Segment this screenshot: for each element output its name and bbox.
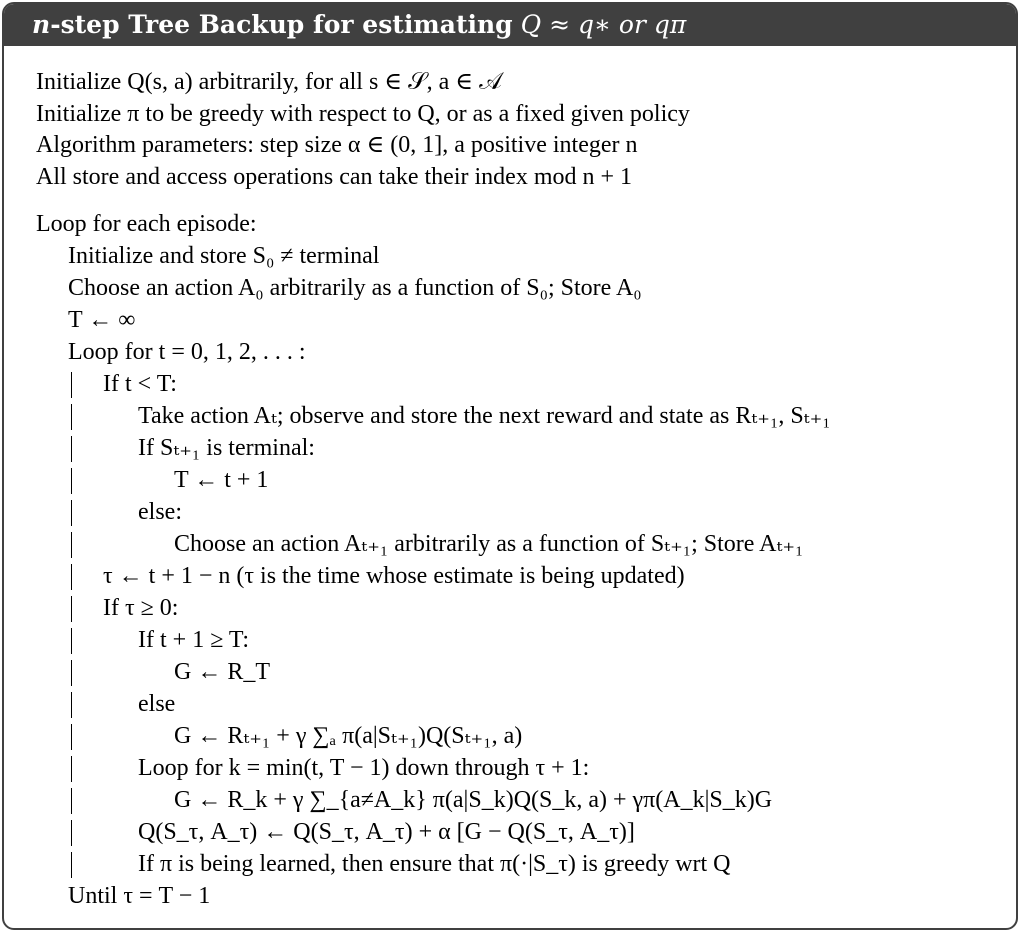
loop-line: else: bbox=[138, 499, 182, 525]
loop-line: Loop for t = 0, 1, 2, . . . : bbox=[68, 339, 306, 365]
loop-line: If τ ≥ 0: bbox=[103, 595, 179, 621]
loop-bar bbox=[71, 820, 72, 846]
loop-bar bbox=[71, 724, 72, 750]
loop-bar bbox=[71, 404, 72, 430]
loop-line: else bbox=[138, 691, 176, 717]
loop-bar bbox=[71, 852, 72, 878]
loop-bar bbox=[71, 372, 72, 398]
loop-line: G ← R_k + γ ∑_{a≠A_k} π(a|S_k)Q(S_k, a) + γπ(A_k|S_k)G bbox=[174, 787, 773, 813]
loop-line: Until τ = T − 1 bbox=[68, 883, 211, 909]
loop-line: τ ← t + 1 − n (τ is the time whose estimate is being updated) bbox=[103, 563, 685, 589]
init-line: All store and access operations can take their index mod n + 1 bbox=[36, 163, 633, 190]
algorithm-body bbox=[4, 46, 1016, 926]
loop-line: If Sₜ₊₁ is terminal: bbox=[138, 435, 315, 461]
loop-line: G ← R_T bbox=[174, 659, 270, 685]
loop-bar bbox=[71, 500, 72, 526]
algorithm-title bbox=[32, 10, 686, 40]
loop-bar bbox=[71, 628, 72, 654]
loop-line: If t < T: bbox=[103, 371, 177, 397]
loop-line: If π is being learned, then ensure that π(·|S_τ) is greedy wrt Q bbox=[138, 851, 731, 877]
loop-line: If t + 1 ≥ T: bbox=[138, 627, 250, 653]
loop-line: Choose an action Aₜ₊₁ arbitrarily as a function of Sₜ₊₁; Store Aₜ₊₁ bbox=[174, 531, 804, 557]
algorithm-header bbox=[4, 4, 1016, 46]
loop-line: Choose an action A₀ arbitrarily as a function of S₀; Store A₀ bbox=[68, 275, 642, 301]
loop-line: Take action Aₜ; observe and store the next reward and state as Rₜ₊₁, Sₜ₊₁ bbox=[138, 403, 831, 429]
loop-bar bbox=[71, 756, 72, 782]
loop-bar bbox=[71, 436, 72, 462]
loop-bar bbox=[71, 532, 72, 558]
algorithm-box bbox=[2, 2, 1018, 930]
loop-line: Initialize and store S₀ ≠ terminal bbox=[68, 243, 380, 269]
loop-line: T ← ∞ bbox=[68, 307, 136, 333]
loop-line: T ← t + 1 bbox=[174, 467, 269, 493]
title-n: n bbox=[32, 10, 51, 39]
init-line: Initialize Q(s, a) arbitrarily, for all s ∈ 𝒮, a ∈ 𝒜 bbox=[36, 69, 502, 95]
loop-bar bbox=[71, 788, 72, 814]
loop-bar bbox=[71, 660, 72, 686]
loop-line: Loop for each episode: bbox=[36, 211, 257, 237]
loop-line: Q(S_τ, A_τ) ← Q(S_τ, A_τ) + α [G − Q(S_τ, A_τ)] bbox=[138, 819, 635, 845]
title-math: Q ≈ q∗ or qπ bbox=[520, 10, 687, 39]
init-line: Initialize π to be greedy with respect to Q, or as a fixed given policy bbox=[36, 100, 690, 127]
init-line: Algorithm parameters: step size α ∈ (0, 1], a positive integer n bbox=[36, 132, 638, 158]
loop-bar bbox=[71, 692, 72, 718]
loop-line: Loop for k = min(t, T − 1) down through τ + 1: bbox=[138, 755, 590, 781]
loop-bar bbox=[71, 468, 72, 494]
title-prefix: -step Tree Backup for estimating bbox=[50, 10, 513, 39]
loop-bar bbox=[71, 596, 72, 622]
loop-line: G ← Rₜ₊₁ + γ ∑ₐ π(a|Sₜ₊₁)Q(Sₜ₊₁, a) bbox=[174, 723, 523, 749]
loop-bar bbox=[71, 564, 72, 590]
